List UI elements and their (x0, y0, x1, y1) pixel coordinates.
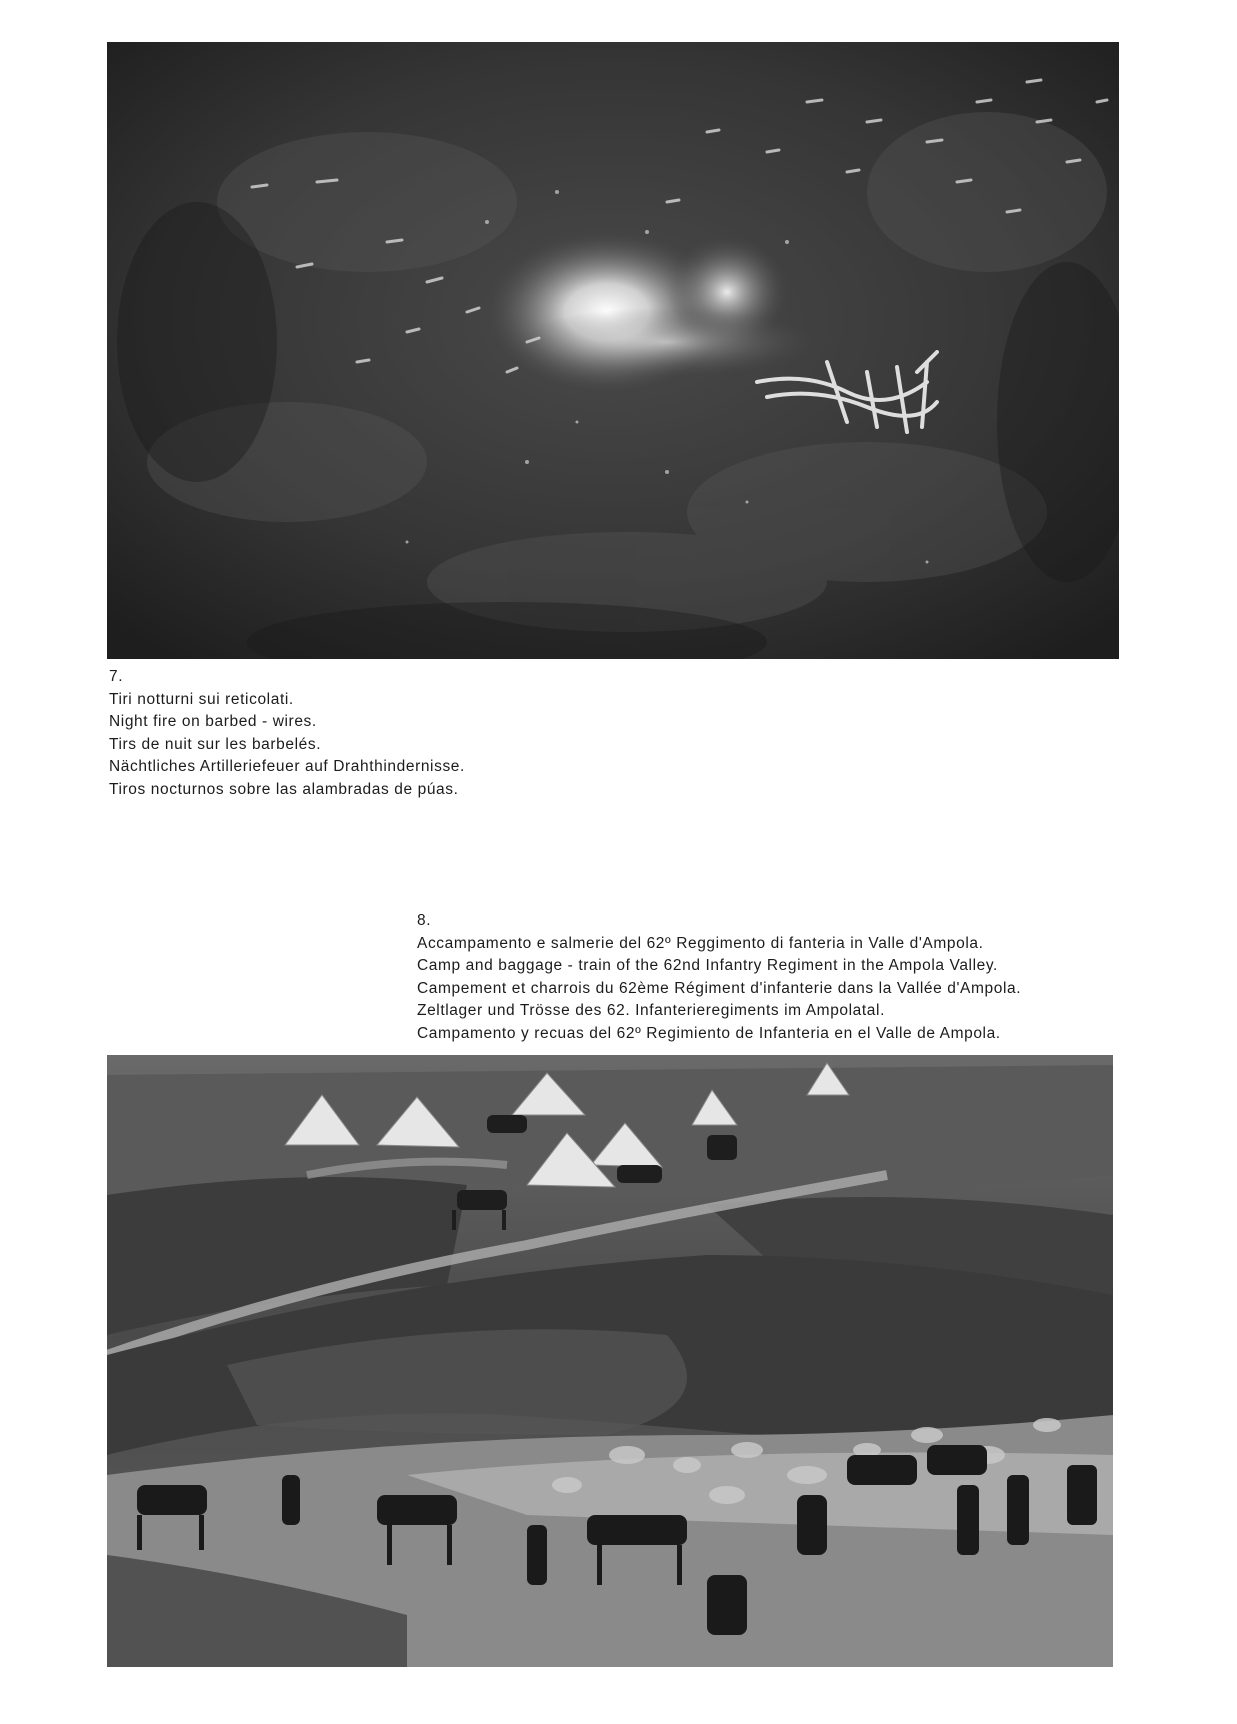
figure-8-caption (417, 910, 1021, 1046)
caption-line-german: Nächtliches Artilleriefeuer auf Drahthindernisse. (109, 758, 465, 776)
figure-8-number: 8. (417, 912, 432, 929)
camp-mule-train-image (107, 1055, 1113, 1667)
figure-7-caption (109, 666, 465, 802)
figure-7-number: 7. (109, 668, 124, 685)
caption-line-italian: Tiri notturni sui reticolati. (109, 690, 294, 708)
caption-line-english: Camp and baggage - train of the 62nd Infantry Regiment in the Ampola Valley. (417, 957, 998, 975)
night-fire-photo (107, 42, 1119, 659)
camp-mule-train-photo (107, 1055, 1113, 1667)
caption-line-italian: Accampamento e salmerie del 62º Reggimento di fanteria in Valle d'Ampola. (417, 934, 984, 952)
caption-line-german: Zeltlager und Trösse des 62. Infanterieregiments im Ampolatal. (417, 1002, 885, 1020)
caption-line-spanish: Campamento y recuas del 62º Regimiento de Infanteria en el Valle de Ampola. (417, 1024, 1001, 1042)
caption-line-french: Tirs de nuit sur les barbelés. (109, 735, 322, 753)
caption-line-english: Night fire on barbed - wires. (109, 713, 317, 731)
night-fire-image (107, 42, 1119, 659)
caption-line-spanish: Tiros nocturnos sobre las alambradas de púas. (109, 780, 459, 798)
caption-line-french: Campement et charrois du 62ème Régiment d'infanterie dans la Vallée d'Ampola. (417, 979, 1022, 997)
